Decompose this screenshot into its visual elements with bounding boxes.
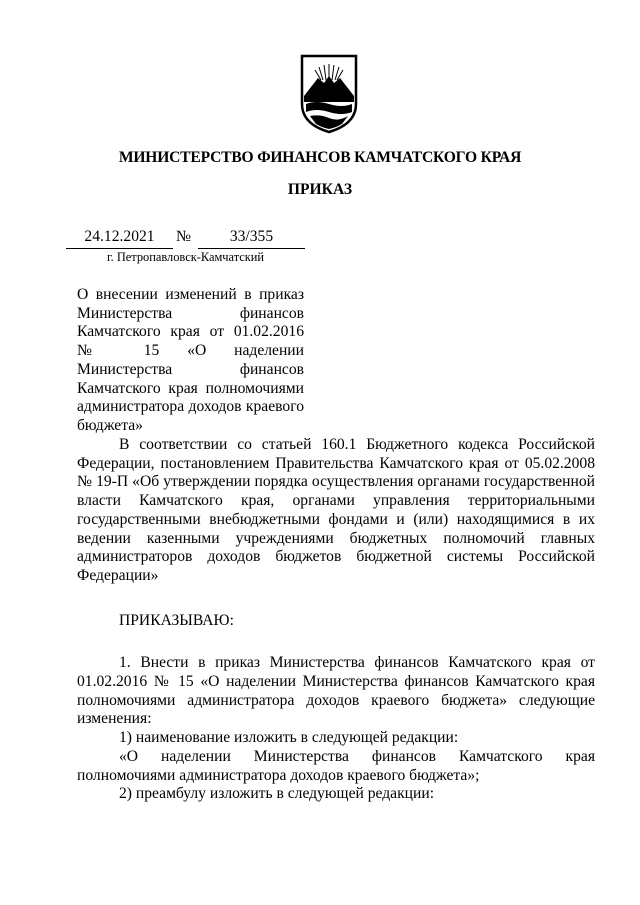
order-word: ПРИКАЗЫВАЮ: — [119, 611, 234, 629]
item-paragraph: 2) преамбулу изложить в следующей редакции: — [119, 785, 435, 803]
number-sign: № — [176, 228, 191, 245]
coat-of-arms-icon — [298, 52, 360, 134]
document-type-title: ПРИКАЗ — [287, 181, 353, 198]
item-paragraph: 1) наименование изложить в следующей редакции: — [119, 729, 459, 747]
document-body — [77, 436, 595, 804]
item-paragraph: 1. Внести в приказ Министерства финансов Камчатского края от 01.02.2016 № 15 «О наделении Министерства финансов Камчатского края полномочиями администратора доходов краевого бюджета» следующие изменения: — [77, 654, 595, 728]
ministry-name: МИНИСТЕРСТВО ФИНАНСОВ КАМЧАТСКОГО КРАЯ — [118, 149, 522, 166]
city-name: г. Петропавловск-Камчатский — [106, 250, 265, 264]
order-date: 24.12.2021 — [66, 228, 173, 249]
preamble-paragraph: В соответствии со статьей 160.1 Бюджетного кодекса Российской Федерации, постановлением Правительства Камчатского края от 05.02.2008 № 19-П «Об утверждении порядка осуществления органами государственной власти Камчатского края, органами управления территориальными государственными внебюджетными фондами и (или) находящимися в их ведении казенными учреждениями бюджетных полномочий главных администраторов доходов бюджетов бюджетной системы Российской Федерации» — [77, 436, 595, 584]
order-subject: О внесении изменений в приказ Министерства финансов Камчатского края от 01.02.2016 № 15 «О наделении Министерства финансов Камчатского края полномочиями администратора доходов краевого бюджета» — [77, 286, 304, 434]
item-paragraph: «О наделении Министерства финансов Камчатского края полномочиями администратора доходов краевого бюджета»; — [77, 747, 595, 784]
order-number: 33/355 — [198, 228, 305, 249]
